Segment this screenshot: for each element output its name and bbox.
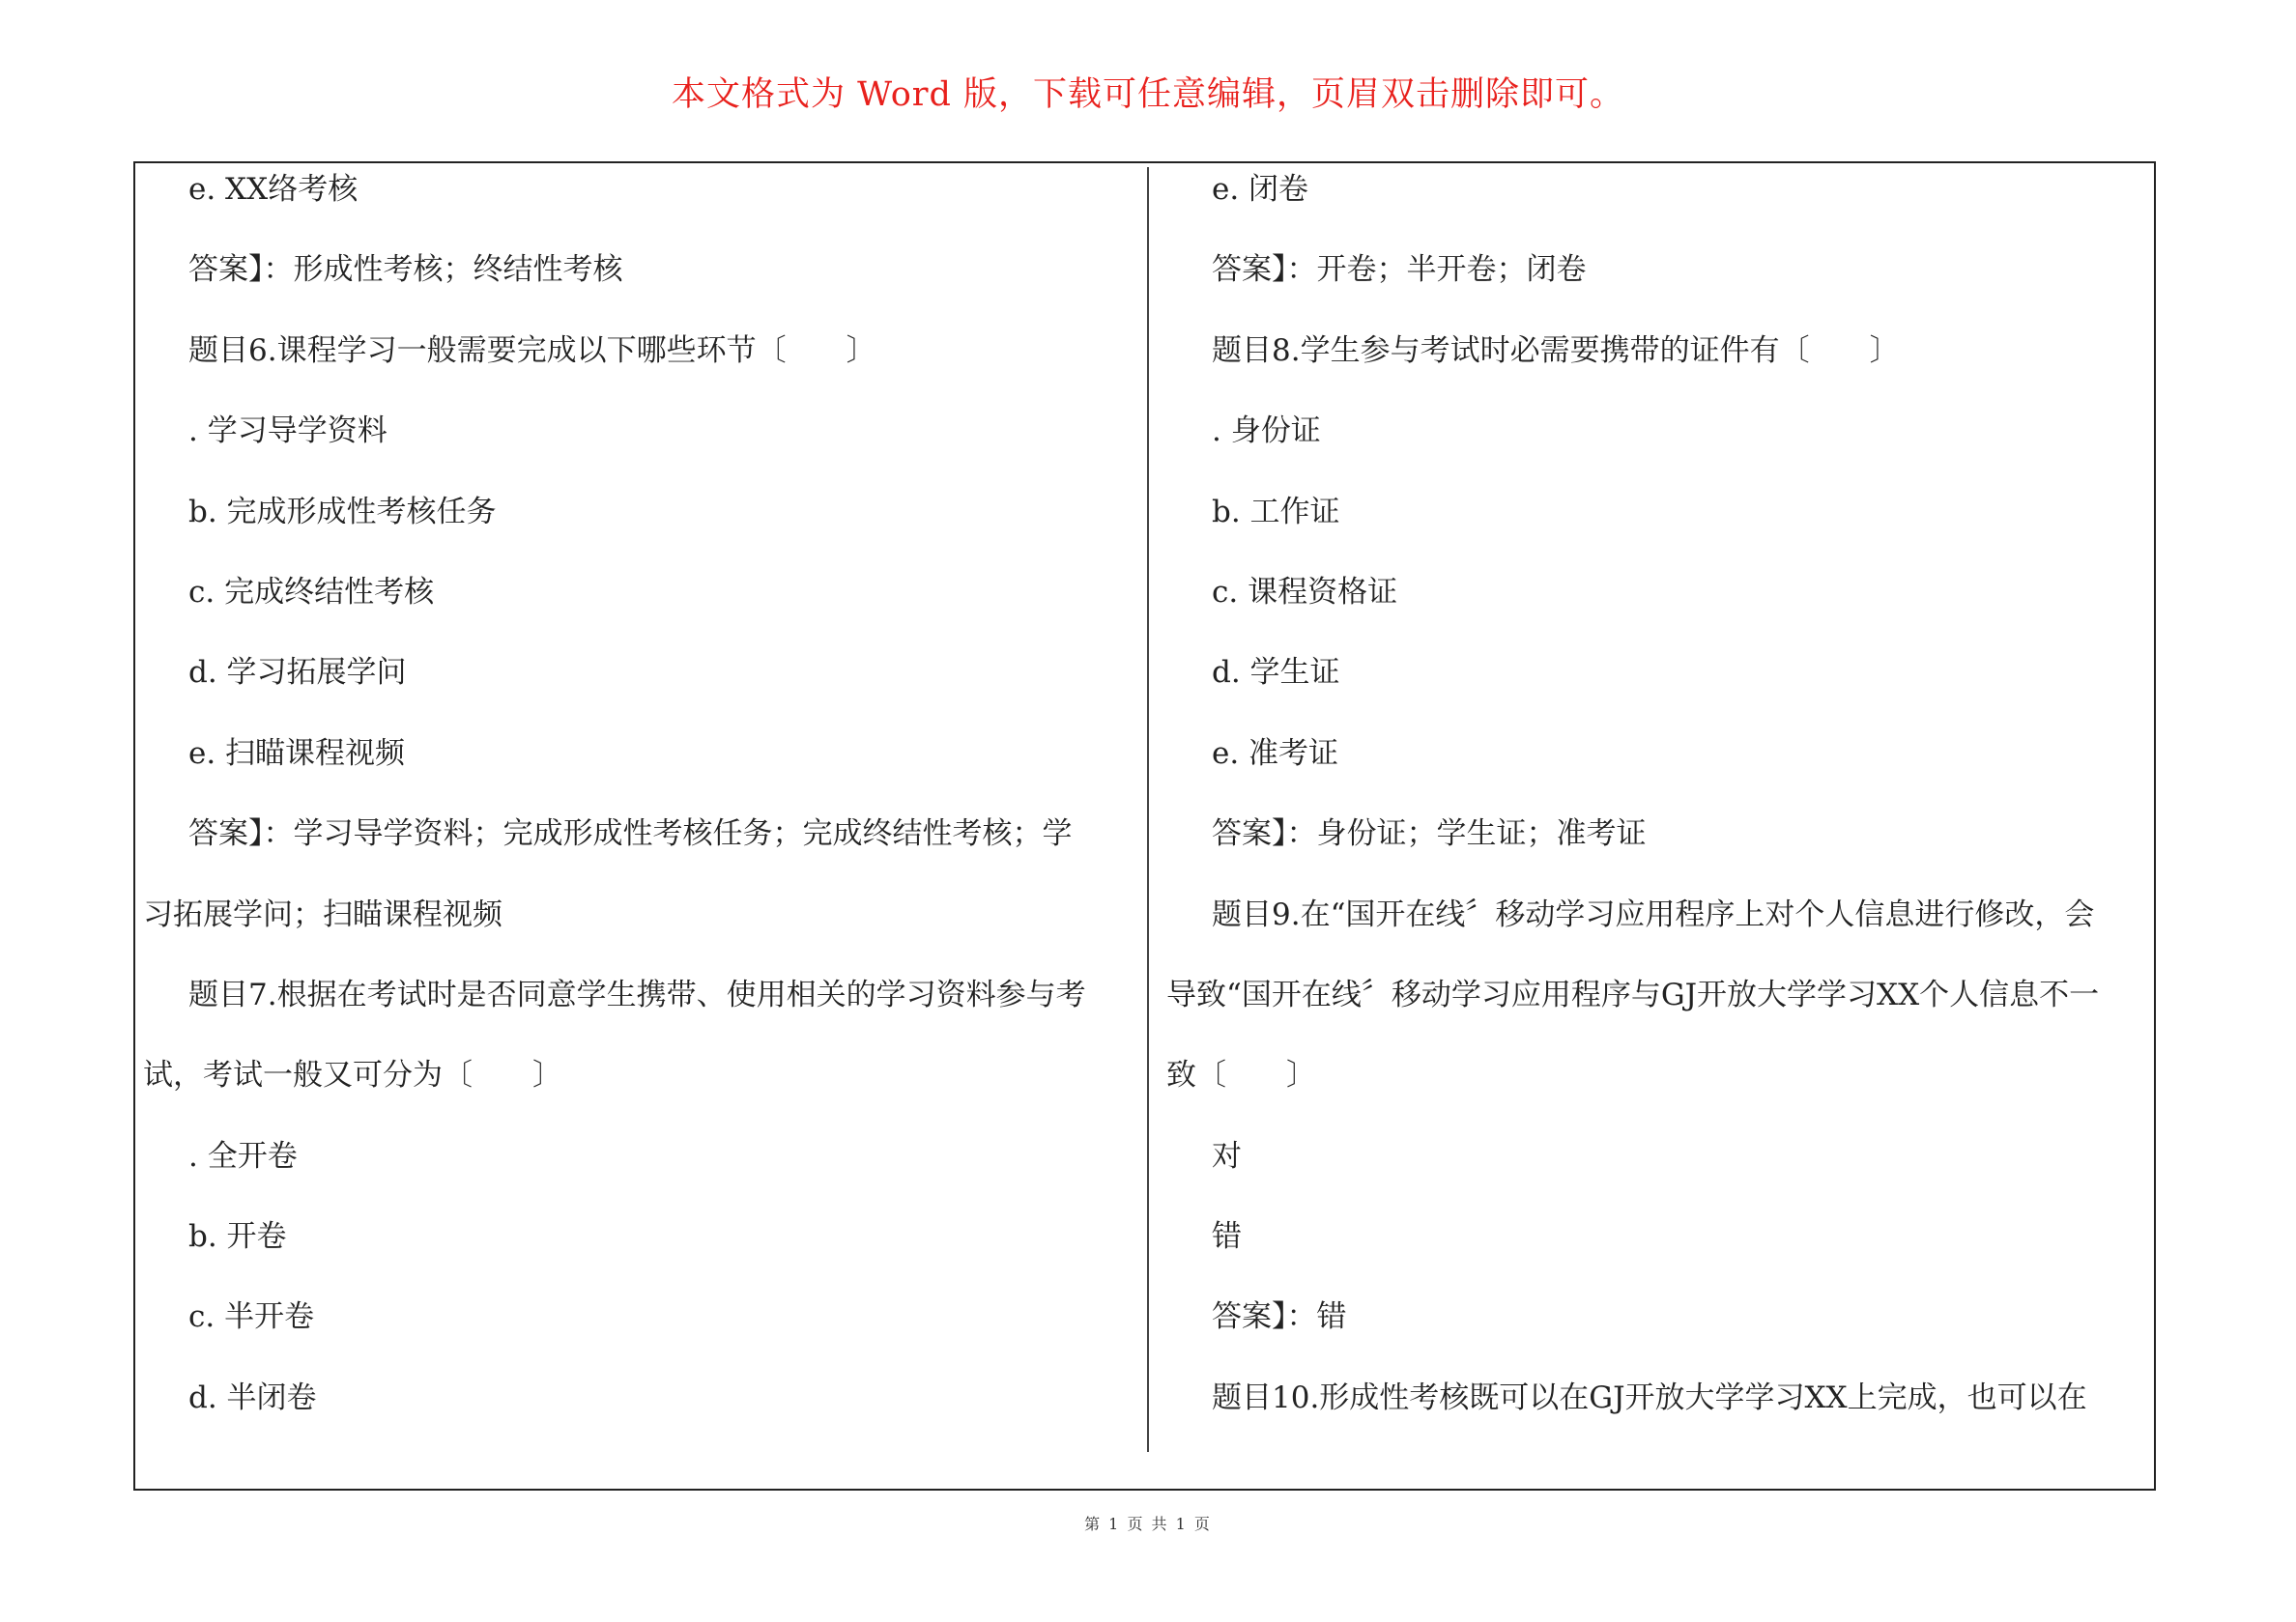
- left-column: [143, 150, 1131, 1438]
- text-line: e. XX络考核: [188, 172, 359, 207]
- text-line: b. 工作证: [1212, 494, 1340, 529]
- text-line: e. 闭卷: [1212, 172, 1309, 207]
- text-line: 对: [1212, 1138, 1242, 1174]
- page-footer: 第 1 页 共 1 页: [1084, 1515, 1212, 1533]
- text-line: . 全开卷: [188, 1138, 298, 1174]
- text-line: 题目10.形成性考核既可以在GJ开放大学学习XX上完成，也可以在: [1212, 1380, 2087, 1415]
- text-line: . 学习导学资料: [188, 413, 387, 449]
- text-line: 答案】：学习导学资料；完成形成性考核任务；完成终结性考核；学: [188, 816, 1073, 852]
- text-line: 答案】：开卷；半开卷；闭卷: [1212, 252, 1587, 288]
- text-line: d. 学习拓展学问: [188, 655, 407, 691]
- text-line: b. 完成形成性考核任务: [188, 494, 497, 529]
- text-line: c. 课程资格证: [1212, 574, 1398, 610]
- text-line: 试，考试一般又可分为〔 〕: [143, 1058, 562, 1094]
- text-line: 题目8.学生参与考试时必需要携带的证件有〔 〕: [1212, 332, 1900, 368]
- text-line: . 身份证: [1212, 413, 1321, 449]
- right-column: [1166, 150, 2148, 1438]
- text-line: c. 完成终结性考核: [188, 574, 435, 610]
- text-line: c. 半开卷: [188, 1299, 315, 1335]
- text-line: d. 学生证: [1212, 655, 1340, 691]
- text-line: 题目9.在“国开在线〞移动学习应用程序上对个人信息进行修改，会: [1212, 896, 2095, 932]
- text-line: 习拓展学问；扫瞄课程视频: [143, 896, 502, 932]
- text-line: 导致“国开在线〞移动学习应用程序与GJ开放大学学习XX个人信息不一: [1166, 977, 2100, 1012]
- text-line: d. 半闭卷: [188, 1380, 317, 1415]
- text-line: b. 开卷: [188, 1219, 287, 1255]
- text-line: e. 准考证: [1212, 735, 1339, 771]
- column-divider: [1147, 167, 1149, 1452]
- text-line: 题目7.根据在考试时是否同意学生携带、使用相关的学习资料参与考: [188, 977, 1086, 1012]
- text-line: 答案】：形成性考核；终结性考核: [188, 252, 623, 288]
- text-line: 答案】：身份证；学生证；准考证: [1212, 816, 1647, 852]
- text-line: 错: [1212, 1219, 1242, 1255]
- header-note: 本文格式为 Word 版，下载可任意编辑，页眉双击删除即可。: [671, 75, 1625, 114]
- text-line: e. 扫瞄课程视频: [188, 735, 406, 771]
- text-line: 题目6.课程学习一般需要完成以下哪些环节〔 〕: [188, 332, 876, 368]
- text-line: 致〔 〕: [1166, 1058, 1316, 1094]
- text-line: 答案】：错: [1212, 1299, 1347, 1335]
